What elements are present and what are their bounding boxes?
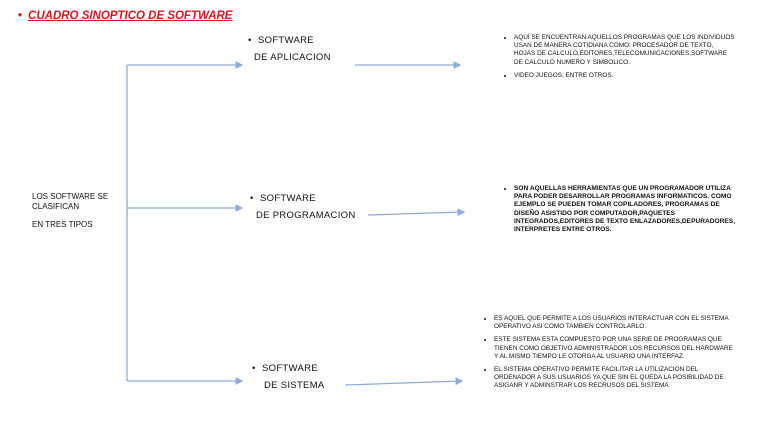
branch-aplicacion xyxy=(248,32,331,66)
list-item: • SON AQUELLAS HERRAMIENTAS QUE UN PROGRAMADOR UTILIZA PARA PODER DESARROLLAR PROGRAMAS INFORMATICOS. COMO EJEMPLO SE PUEDEN TOMAR COPILADORES, PROGRAMAS DE DISEÑO ASISTIDO POR COMPUTADOR,PAQUETES INTEGRADOS,EDITORES DE TEXTO ENLAZADORES,DEPURADORES, INTERPRETES ENTRE OTROS. xyxy=(514,185,740,234)
branch-sistema xyxy=(252,360,325,394)
list-item: • ESTE SISTEMA ESTA COMPUESTO POR UNA SERIE DE PROGRAMAS QUE TIENEN COMO OBJETIVO ADMINISTRADOR LOS RECURSOS DEL HARDWARE Y AL MISMO TIEMPO LE OTORGA AL USUARIO UNA INTERFAZ. xyxy=(494,336,735,361)
branch-line-2: DE SISTEMA xyxy=(264,380,325,391)
desc-aplicacion xyxy=(500,34,735,85)
root-line-1: LOS SOFTWARE SE CLASIFICAN xyxy=(32,192,109,211)
list-item: • VIDEO JUEGOS, ENTRE OTROS. xyxy=(514,72,735,80)
title-bullet: • xyxy=(18,10,23,22)
list-item: • AQUÍ SE ENCUENTRAN AQUELLOS PROGRAMAS QUE LOS INDIVIDUOS USAN DE MANERA COTIDIANA COMO: PROCESADOR DE TEXTO, HOJAS DE CALCULO,EDITORES,TELECOMUNICACIONES,SOFTWARE DE CALCULO NUMERO Y SIMBOLICO. xyxy=(514,34,735,67)
root-node xyxy=(32,192,122,230)
branch-programacion xyxy=(250,190,356,224)
branch-line-1: SOFTWARE xyxy=(258,35,314,46)
desc-programacion xyxy=(500,185,740,239)
desc-sistema xyxy=(480,315,735,396)
arrow-programacion xyxy=(368,212,464,215)
list-item: • ES AQUEL QUE PERMITE A LOS USUARIOS INTERACTUAR CON EL SISTEMA OPERATIVO ASI COMO TAMBIEN CONTROLARLO. xyxy=(494,315,735,331)
list-item: • EL SISTEMA OPERATIVO PERMITE FACILITAR LA UTILIZACION DEL ORDENADOR A SUS USUARIOS YA QUE SIN EL QUEDA LA POSIBILIDAD DE ASIGANR Y ADMINSTRAR LOS RECRUSOS DEL SISTEMA xyxy=(494,366,735,391)
title-text: CUADRO SINOPTICO DE SOFTWARE xyxy=(28,10,233,22)
branch-line-1: SOFTWARE xyxy=(260,193,316,204)
branch-bullet: • xyxy=(252,363,256,374)
branch-line-2: DE PROGRAMACION xyxy=(256,210,356,221)
branch-line-1: SOFTWARE xyxy=(262,363,318,374)
root-line-2: EN TRES TIPOS xyxy=(32,220,93,229)
branch-bullet: • xyxy=(248,35,252,46)
branch-bullet: • xyxy=(250,193,254,204)
arrow-sistema xyxy=(345,381,462,385)
branch-line-2: DE APLICACION xyxy=(254,52,331,63)
